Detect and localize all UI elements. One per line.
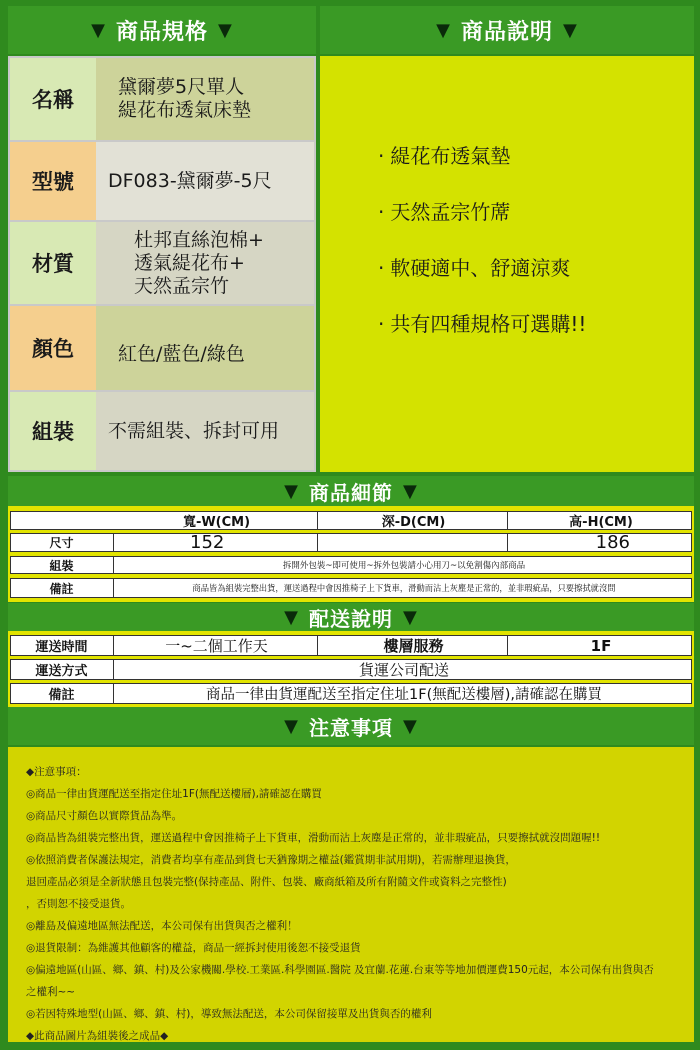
spec-value: 黛爾夢5尺單人 緹花布透氣床墊 — [96, 58, 314, 140]
notice-line: ◎商品尺寸顏色以實際貨品為準。 — [26, 810, 183, 822]
shipping-header-label: 配送說明 — [309, 606, 393, 631]
triangle-down-icon: ▼ — [403, 480, 418, 502]
bullet-icon: · — [378, 312, 385, 336]
notice-line: ◎商品皆為組裝完整出貨，運送過程中會因推椅子上下貨車，滑動而沾上灰塵是正常的，並非瑕疵品，只要擦拭就沒問題喔!! — [26, 832, 601, 844]
spec-label: 名稱 — [10, 58, 96, 140]
floor-value: 1F — [590, 636, 612, 655]
triangle-down-icon: ▼ — [284, 715, 299, 737]
notice-line: ◆注意事項： — [26, 766, 87, 778]
triangle-down-icon: ▼ — [218, 19, 233, 41]
triangle-down-icon: ▼ — [91, 19, 106, 41]
notice-line: ◆此商品圖片為組裝後之成品◆ — [26, 1030, 169, 1042]
column-header-depth: 深-D(CM) — [320, 511, 508, 530]
spec-label: 材質 — [10, 222, 96, 304]
notes-header-label: 注意事項 — [309, 715, 393, 740]
method-value: 貨運公司配送 — [358, 661, 449, 679]
assembly-text: 拆開外包裝~即可使用~拆外包裝請小心用刀~以免割傷內部商品 — [282, 561, 526, 571]
remark-text: 商品皆為組裝完整出貨，運送過程中會因推椅子上下貨車，滑動而沾上灰塵是正常的，並非瑕疵品，只要擦拭就沒問 — [192, 583, 616, 593]
description-item: · 天然孟宗竹蓆 — [378, 200, 511, 224]
triangle-down-icon: ▼ — [403, 715, 418, 737]
notice-line: ◎離島及偏遠地區無法配送，本公司保有出貨與否之權利！ — [26, 920, 298, 932]
notice-line: ◎若因特殊地型(山區、鄉、鎮、村)，導致無法配送，本公司保留接單及出貨與否的權利 — [26, 1008, 432, 1020]
time-value: 一~二個工作天 — [116, 635, 318, 656]
floor-label: 樓層服務 — [320, 635, 508, 656]
remark-label: 備註 — [10, 578, 114, 598]
depth-value — [320, 533, 508, 552]
description-header — [320, 6, 694, 54]
notice-line: ◎偏遠地區(山區、鄉、鎮、村)及公家機關.學校.工業區.科學園區.醫院 及宜蘭.花蓮.台東等等地加價運費150元起，本公司保有出貨與否 — [26, 964, 654, 976]
spec-value: DF083-黛爾夢-5尺 — [96, 142, 314, 220]
triangle-down-icon: ▼ — [284, 606, 299, 628]
spec-row-material — [10, 222, 314, 304]
spec-header-label: 商品規格 — [115, 19, 208, 45]
spec-value: 不需組裝、拆封可用 — [96, 392, 314, 470]
shipping-remark-value: 商品一律由貨運配送至指定住址1F(無配送樓層),請確認在購買 — [206, 687, 602, 703]
method-label: 運送方式 — [10, 659, 114, 680]
spec-value: 杜邦直絲泡棉+ 透氣緹花布+ 天然孟宗竹 — [96, 222, 314, 304]
details-header-label: 商品細節 — [309, 480, 393, 505]
details-header — [8, 476, 694, 506]
description-item: · 軟硬適中、舒適涼爽 — [378, 256, 571, 280]
assembly-label: 組裝 — [10, 556, 114, 574]
notice-box — [8, 747, 694, 1042]
column-header-width: 寬-W(CM) — [116, 511, 318, 530]
spec-value: 紅色/藍色/綠色 — [96, 306, 314, 390]
description-header-label: 商品說明 — [460, 19, 553, 45]
bullet-icon: · — [378, 200, 385, 224]
height-value: 186 — [595, 532, 630, 553]
triangle-down-icon: ▼ — [284, 480, 299, 502]
spec-label: 顏色 — [10, 306, 96, 390]
spec-label: 型號 — [10, 142, 96, 220]
notice-line: ，否則恕不接受退貨。 — [26, 898, 131, 910]
size-label: 尺寸 — [10, 533, 114, 552]
triangle-down-icon: ▼ — [436, 19, 451, 41]
notice-line: 退回產品必須是全新狀態且包裝完整(保持產品、附件、包裝、廠商紙箱及所有附隨文件或資料之完整性) — [26, 876, 507, 888]
description-panel — [320, 56, 694, 472]
spec-row-name — [10, 58, 314, 140]
notice-line: ◎退貨限制：為維護其他顧客的權益，商品一經拆封使用後恕不接受退貨 — [26, 942, 361, 954]
description-item: · 共有四種規格可選購!! — [378, 312, 587, 336]
triangle-down-icon: ▼ — [563, 19, 578, 41]
notice-line: ◎商品一律由貨運配送至指定住址1F(無配送樓層),請確認在購買 — [26, 788, 322, 800]
spec-table — [8, 56, 316, 472]
spec-row-model — [10, 142, 314, 220]
spec-row-assembly — [10, 392, 314, 470]
spec-header — [8, 6, 316, 54]
spec-label: 組裝 — [10, 392, 96, 470]
description-item: · 緹花布透氣墊 — [378, 144, 511, 168]
notice-line: 之權利~~ — [26, 986, 76, 998]
column-header-height: 高-H(CM) — [569, 515, 633, 530]
width-value: 152 — [116, 533, 318, 552]
triangle-down-icon: ▼ — [403, 606, 418, 628]
notice-line: ◎依照消費者保護法規定，消費者均享有產品到貨七天猶豫期之權益(鑑賞期非試用期)，若需辦理退換貨， — [26, 854, 516, 866]
spec-row-color — [10, 306, 314, 390]
shipping-header — [8, 603, 694, 631]
bullet-icon: · — [378, 144, 385, 168]
bullet-icon: · — [378, 256, 385, 280]
time-label: 運送時間 — [10, 635, 114, 656]
notes-header — [8, 707, 694, 745]
shipping-remark-label: 備註 — [10, 683, 114, 704]
